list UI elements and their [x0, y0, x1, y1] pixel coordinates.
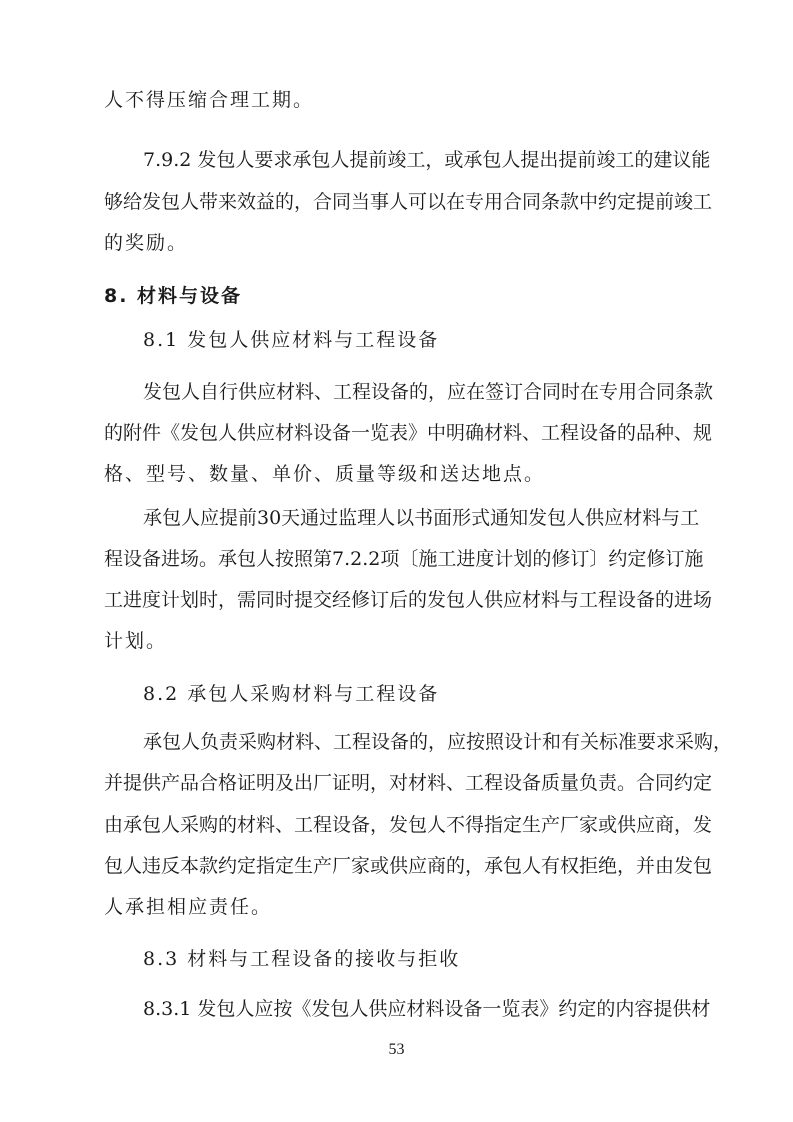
subsection-heading: 8.3 材料与工程设备的接收与拒收 — [143, 948, 461, 970]
text-line: 工进度计划时，需同时提交经修订后的发包人供应材料与工程设备的进场 — [104, 589, 713, 611]
text-line: 程设备进场。承包人按照第7.2.2项〔施工进度计划的修订〕约定修订施 — [104, 548, 704, 570]
text-line: 包人违反本款约定指定生产厂家或供应商的，承包人有权拒绝，并由发包 — [104, 855, 713, 877]
text-line: 由承包人采购的材料、工程设备，发包人不得指定生产厂家或供应商，发 — [104, 814, 713, 836]
text-line: 计划。 — [104, 630, 168, 652]
text-line: 7.9.2 发包人要求承包人提前竣工，或承包人提出提前竣工的建议能 — [143, 149, 711, 171]
text-line: 的附件《发包人供应材料设备一览表》中明确材料、工程设备的品种、规 — [104, 422, 713, 444]
text-line: 的奖励。 — [104, 232, 189, 254]
page-number: 53 — [388, 1041, 405, 1058]
text-line: 承包人负责采购材料、工程设备的，应按照设计和有关标准要求采购， — [143, 731, 733, 753]
subsection-heading: 8.1 发包人供应材料与工程设备 — [143, 329, 440, 351]
text-line: 并提供产品合格证明及出厂证明，对材料、工程设备质量负责。合同约定 — [104, 772, 713, 794]
text-line: 8.3.1 发包人应按《发包人供应材料设备一览表》约定的内容提供材 — [143, 998, 711, 1020]
subsection-heading: 8.2 承包人采购材料与工程设备 — [143, 683, 440, 705]
text-line: 发包人自行供应材料、工程设备的，应在签订合同时在专用合同条款 — [143, 381, 714, 403]
text-line: 够给发包人带来效益的，合同当事人可以在专用合同条款中约定提前竣工 — [104, 191, 713, 213]
text-line: 格、型号、数量、单价、质量等级和送达地点。 — [104, 463, 546, 485]
text-line: 承包人应提前30天通过监理人以书面形式通知发包人供应材料与工 — [143, 507, 700, 529]
text-line: 人承担相应责任。 — [104, 896, 273, 918]
text-line: 人不得压缩合理工期。 — [104, 89, 315, 111]
section-heading: 8. 材料与设备 — [104, 285, 243, 307]
